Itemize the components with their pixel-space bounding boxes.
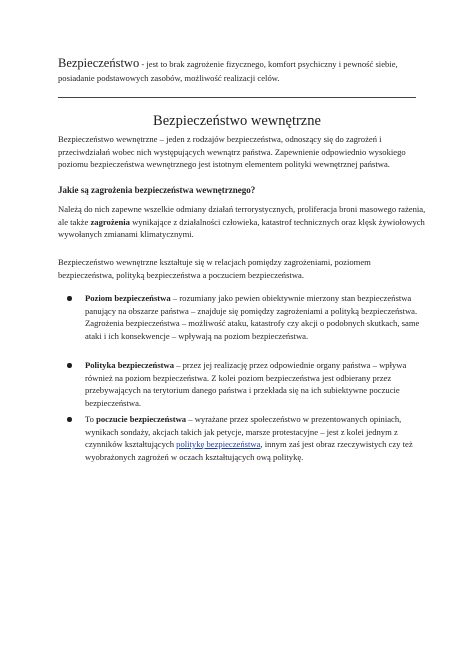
definition-header xyxy=(58,56,428,85)
bullet-text-end: , innym zaś jest obraz rzeczywistych czy też wyobrażonych zagrożeń w oczach kształtujących ową politykę. xyxy=(85,439,413,462)
security-policy-link[interactable]: politykę bezpieczeństwa xyxy=(176,439,261,450)
definition-term: Bezpieczeństwo xyxy=(58,56,140,70)
horizontal-rule xyxy=(58,97,416,98)
bullet-icon xyxy=(67,363,72,368)
list-item xyxy=(85,359,420,409)
bullet-term: Polityka bezpieczeństwa xyxy=(85,360,175,370)
bullet-term: poczucie bezpieczeństwa xyxy=(96,414,187,424)
page-title: Bezpieczeństwo wewnętrzne xyxy=(153,113,321,129)
bullet-text: – wyrażane przez społeczeństwo w prezentowanych opiniach, wynikach sondaży, akcjach takich jak petycje, marsze protestacyjne – jest z kolei jednym z czynników kształtujących xyxy=(85,414,402,450)
bullet-text: – przez jej realizację przez odpowiednie organy państwa – wpływa również na poziom bezpieczeństwa. Z kolei poziom bezpieczeństwa jest odbierany przez przebywających na terytorium danego państwa i przekłada się na ich subiektywne poczucie bezpieczeństwa. xyxy=(85,360,407,408)
definition-text: - jest to brak zagrożenie fizycznego, komfort psychiczny i pewność siebie, posiadanie podstawowych zasobów, możliwość realizacji celów. xyxy=(58,59,398,83)
bullet-text: – rozumiany jako pewien obiektywnie mierzony stan bezpieczeństwa panujący na obszarze państwa – znajduje się pomiędzy zagrożeniami a polityką bezpieczeństwa. Zagrożenia bezpieczeństwa – możliwość ataku, katastrofy czy akcji o podobnych skutkach, same ataki i ich konsekwencje – wpływają na poziom bezpieczeństwa. xyxy=(85,293,420,341)
intro-paragraph: Bezpieczeństwo wewnętrzne – jeden z rodzajów bezpieczeństwa, odnoszący się do zagrożeń i przeciwdziałań wobec nich występujących wewnątrz państwa. Zapewnienie odpowiednio wysokiego poziomu bezpieczeństwa wewnętrznego jest istotnym elementem polityki wewnętrznej państwa. xyxy=(58,134,406,170)
answer-bold-term: zagrożenia xyxy=(90,216,130,227)
relation-paragraph: Bezpieczeństwo wewnętrzne kształtuje się w relacjach pomiędzy zagrożeniami, poziomem bezpieczeństwa, polityką bezpieczeństwa a poczuciem bezpieczeństwa. xyxy=(58,257,371,280)
bullet-icon xyxy=(67,417,72,422)
section-question-heading: Jakie są zagrożenia bezpieczeństwa wewnętrznego? xyxy=(58,185,256,195)
list-item xyxy=(85,292,420,342)
list-item xyxy=(85,413,420,463)
bullet-term: Poziom bezpieczeństwa xyxy=(85,293,171,303)
answer-text-1: Należą do nich zapewne wszelkie odmiany działań terrorystycznych, proliferacja broni masowego rażenia, ale także xyxy=(58,204,426,227)
bullet-icon xyxy=(67,296,72,301)
answer-text-2: wynikające z działalności człowieka, katastrof technicznych oraz klęsk żywiołowych wywołanych zmianami klimatycznymi. xyxy=(58,216,425,240)
answer-paragraph xyxy=(58,203,428,241)
bullet-prefix: To xyxy=(85,414,97,424)
